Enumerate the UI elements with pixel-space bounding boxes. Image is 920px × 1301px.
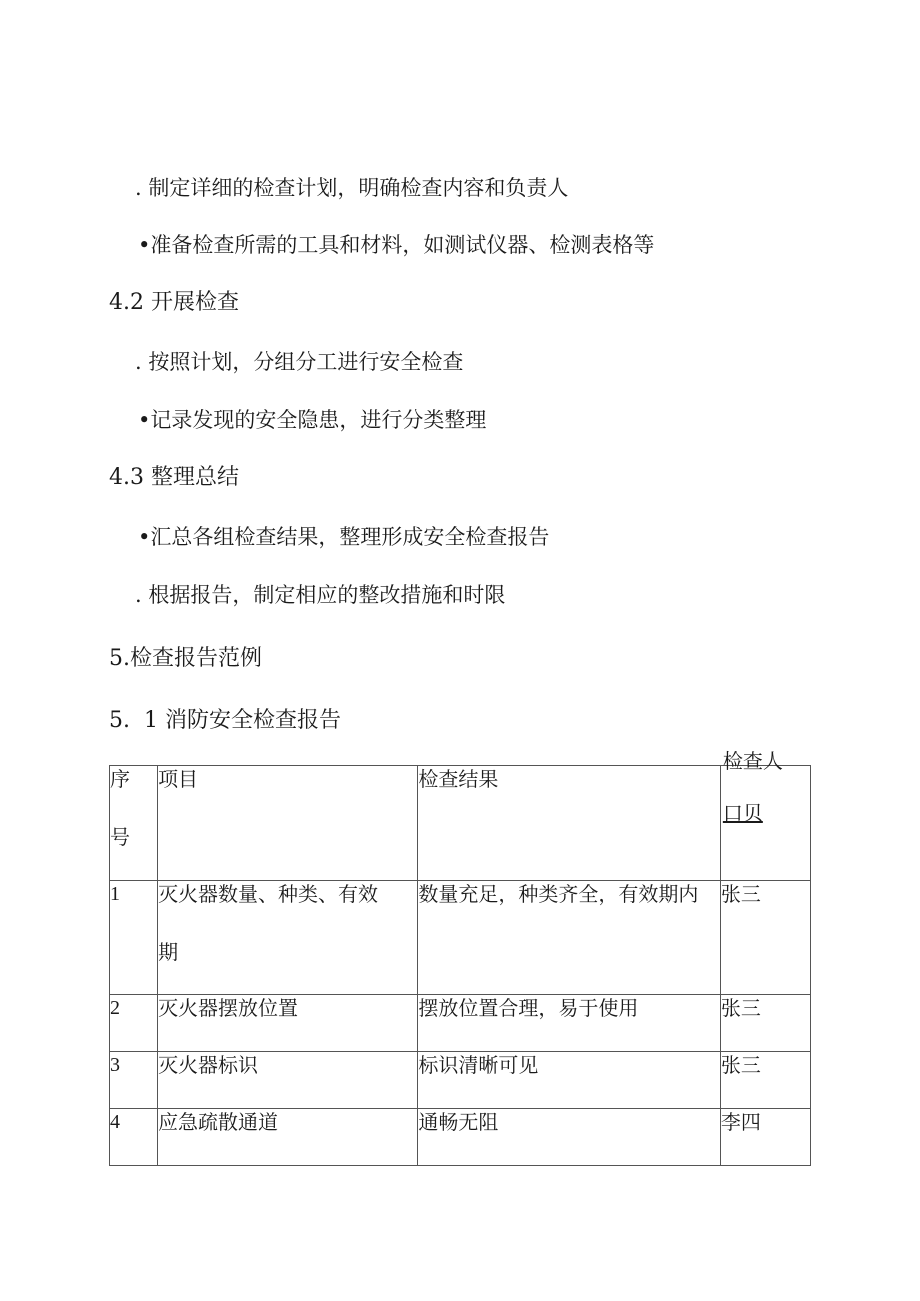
table-row [110,1109,811,1166]
cell-no: 1 [110,881,158,995]
list-item: •准备检查所需的工具和材料，如测试仪器、检测表格等 [138,233,655,257]
inspection-report-table [109,749,811,1166]
cell-result: 通畅无阻 [418,1109,720,1166]
cell-result: 数量充足，种类齐全，有效期内 [418,881,720,995]
cell-person: 张三 [720,995,810,1052]
cell-item: 应急疏散通道 [158,1109,418,1166]
header-cell-person: 检查人 口贝 [720,766,810,881]
cell-item: 灭火器标识 [158,1052,418,1109]
cell-result: 标识清晰可见 [418,1052,720,1109]
cell-item: 灭火器数量、种类、有效期 [158,881,418,995]
section-heading: 4.2 开展检查 [109,290,239,315]
cell-person: 张三 [720,881,810,995]
list-item: . 按照计划，分组分工进行安全检查 [135,350,464,374]
list-item: . 根据报告，制定相应的整改措施和时限 [135,583,506,607]
header-cell-no: 序号 [110,766,158,881]
list-item: •汇总各组检查结果，整理形成安全检查报告 [138,525,550,549]
table-row [110,881,811,995]
cell-person: 张三 [720,1052,810,1109]
cell-no: 2 [110,995,158,1052]
cell-no: 3 [110,1052,158,1109]
cell-no: 4 [110,1109,158,1166]
cell-person: 李四 [720,1109,810,1166]
header-cell-result: 检查结果 [418,766,720,881]
header-cell-item: 项目 [158,766,418,881]
list-item: . 制定详细的检查计划，明确检查内容和负责人 [135,176,569,200]
cell-result: 摆放位置合理，易于使用 [418,995,720,1052]
section-heading: 5.检查报告范例 [109,646,262,671]
list-item: •记录发现的安全隐患，进行分类整理 [138,408,487,432]
subsection-heading: 5. 1 消防安全检查报告 [109,708,341,733]
section-heading: 4.3 整理总结 [109,465,239,490]
cell-item: 灭火器摆放位置 [158,995,418,1052]
table-header-row [110,766,811,881]
